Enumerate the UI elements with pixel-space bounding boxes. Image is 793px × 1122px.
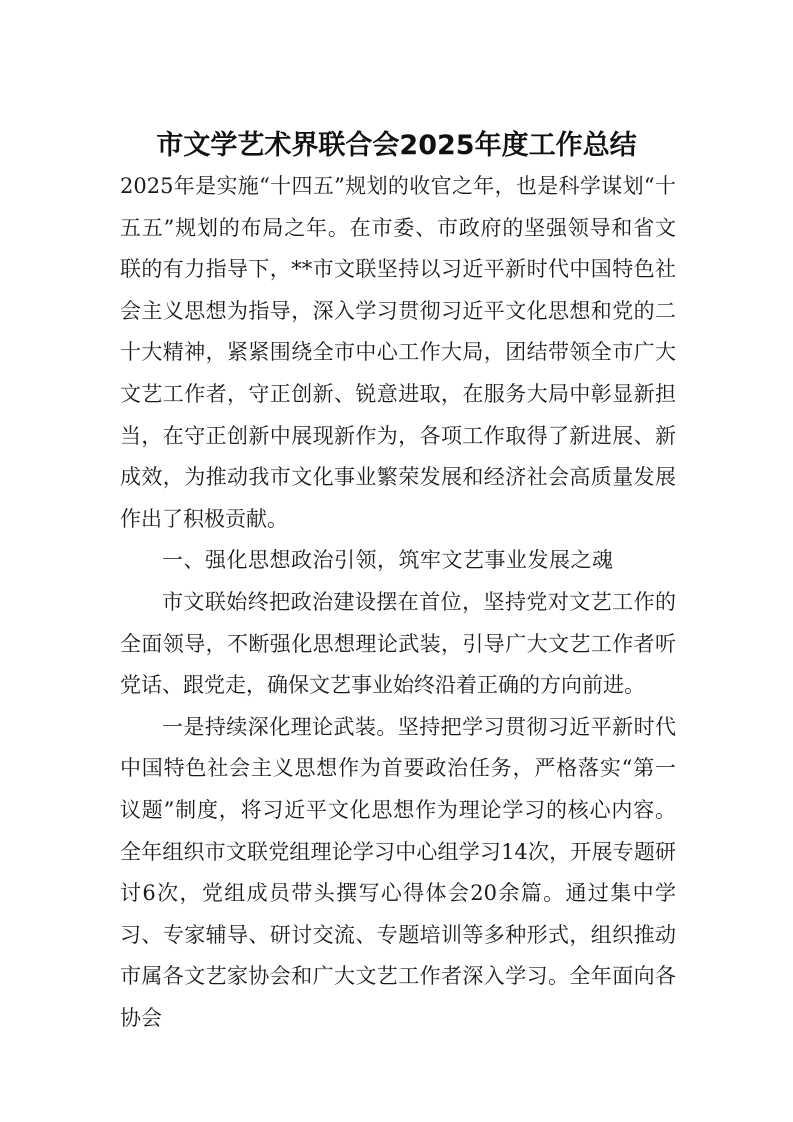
intro-paragraph: 2025年是实施“十四五”规划的收官之年，也是科学谋划“十五五”规划的布局之年。在市委、市政府的坚强领导和省文联的有力指导下，**市文联坚持以习近平新时代中国特色社会主义思想为指导，深入学习贯彻习近平文化思想和党的二十大精神，紧紧围绕全市中心工作大局，团结带领全市广大文艺工作者，守正创新、锐意进取，在服务大局中彰显新担当，在守正创新中展现新作为，各项工作取得了新进展、新成效，为推动我市文化事业繁荣发展和经济社会高质量发展作出了积极贡献。 xyxy=(120,174,676,531)
section-paragraph: 市文联始终把政治建设摆在首位，坚持党对文艺工作的全面领导，不断强化思想理论武装，引导广大文艺工作者听党话、跟党走，确保文艺事业始终沿着正确的方向前进。 xyxy=(120,589,676,698)
section-paragraph: 一是持续深化理论武装。坚持把学习贯彻习近平新时代中国特色社会主义思想作为首要政治任务，严格落实“第一议题”制度，将习近平文化思想作为理论学习的核心内容。全年组织市文联党组理论学习中心组学习14次，开展专题研讨6次，党组成员带头撰写心得体会20余篇。通过集中学习、专家辅导、研讨交流、专题培训等多种形式，组织推动市属各文艺家协会和广大文艺工作者深入学习。全年面向各协会 xyxy=(120,714,676,1030)
section-heading: 一、强化思想政治引领，筑牢文艺事业发展之魂 xyxy=(162,548,614,573)
document-body xyxy=(120,166,676,1039)
document-title: 市文学艺术界联合会2025年度工作总结 xyxy=(156,130,637,161)
